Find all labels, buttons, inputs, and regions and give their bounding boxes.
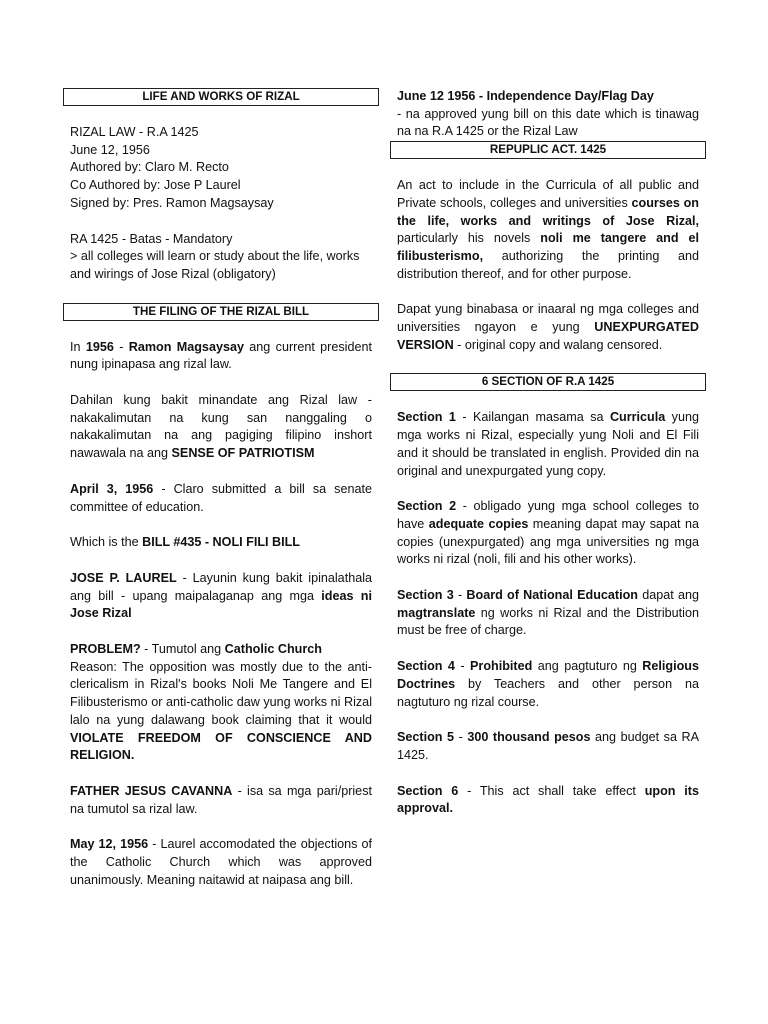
paragraph: June 12 1956 - Independence Day/Flag Day - na approved yung bill on this date which is tinawag na na R.A 1425 or the Rizal Law (397, 89, 699, 139)
paragraph: FATHER JESUS CAVANNA - isa sa mga pari/priest na tumutol sa rizal law. (70, 783, 372, 816)
section-paragraph: Section 3 - Board of National Education dapat ang magtranslate ng works ni Rizal and the Distribution must be free of charge. (397, 588, 699, 638)
paragraph: April 3, 1956 - Claro submitted a bill sa senate committee of education. (70, 481, 372, 514)
paragraph: In 1956 - Ramon Magsaysay ang current president nung ipinapasa ang rizal law. (70, 339, 372, 372)
paragraph: JOSE P. LAUREL - Layunin kung bakit ipinalathala ang bill - upang maipalaganap ang mga ideas ni Jose Rizal (70, 570, 373, 621)
paragraph: Dapat yung binabasa or inaaral ng mga colleges and universities ngayon e yung UNEXPURGATED VERSION - original copy and walang censored. (397, 302, 699, 352)
paragraph: May 12, 1956 - Laurel accomodated the objections of the Catholic Church which was approved unanimously. Meaning naitawid at naipasa ang bill. (70, 837, 372, 887)
section-paragraph: Section 2 - obligado yung mga school colleges to have adequate copies meaning dapat may sapat na copies (unexpurgated) ang mga universities ng mga works ni rizal (noli, fili and his other works). (397, 499, 699, 567)
section-paragraph: Section 1 - Kailangan masama sa Curricula yung mga works ni Rizal, especially yung Noli and El Fili and it should be translated in english. Provided din na original and unexpurgated yung copy. (397, 410, 699, 478)
info-line: Signed by: Pres. Ramon Magsaysay (70, 195, 274, 210)
ra-description: > all colleges will learn or study about the life, works and wirings of Jose Rizal (obligatory) (70, 249, 360, 281)
paragraph: Dahilan kung bakit minandate ang Rizal law - nakakalimutan na kung san nanggaling o nakakalimutan na ang pagiging filipino inshort nawawala na ang SENSE OF PATRIOTISM (70, 393, 372, 461)
section-header: THE FILING OF THE RIZAL BILL (63, 303, 379, 321)
ra-line: RA 1425 - Batas - Mandatory (70, 231, 233, 246)
info-line: Co Authored by: Jose P Laurel (70, 178, 241, 193)
section-header: 6 SECTION OF R.A 1425 (390, 373, 706, 391)
paragraph: Which is the BILL #435 - NOLI FILI BILL (70, 535, 300, 550)
info-line: Authored by: Claro M. Recto (70, 160, 229, 175)
info-line: RIZAL LAW - R.A 1425 (70, 125, 199, 139)
section-header: LIFE AND WORKS OF RIZAL (63, 88, 379, 106)
section-paragraph: Section 5 - 300 thousand pesos ang budget sa RA 1425. (397, 730, 699, 762)
section-header: REPUPLIC ACT. 1425 (390, 141, 706, 159)
right-column (397, 88, 699, 818)
section-paragraph: Section 4 - Prohibited ang pagtuturo ng Religious Doctrines by Teachers and other person na nagtuturo ng rizal course. (397, 659, 699, 709)
section-paragraph: Section 6 - This act shall take effect upon its approval. (397, 783, 699, 816)
left-column (70, 88, 372, 890)
paragraph: An act to include in the Curricula of all public and Private schools, colleges and universities courses on the life, works and writings of Jose Rizal, particularly his novels noli me tangere and el filibusterismo, authorizing the printing and distribution thereof, and for other purpose. (397, 178, 700, 281)
paragraph: PROBLEM? - Tumutol ang Catholic Church Reason: The opposition was mostly due to the anti-clericalism in Rizal's books Noli Me Tangere and El Filibusterismo or anti-catholic daw yung works ni Rizal lalo na yung dalawang book claiming that it would VIOLATE FREEDOM OF CONSCIENCE AND RELIGION. (70, 642, 372, 763)
info-line: June 12, 1956 (70, 142, 150, 157)
